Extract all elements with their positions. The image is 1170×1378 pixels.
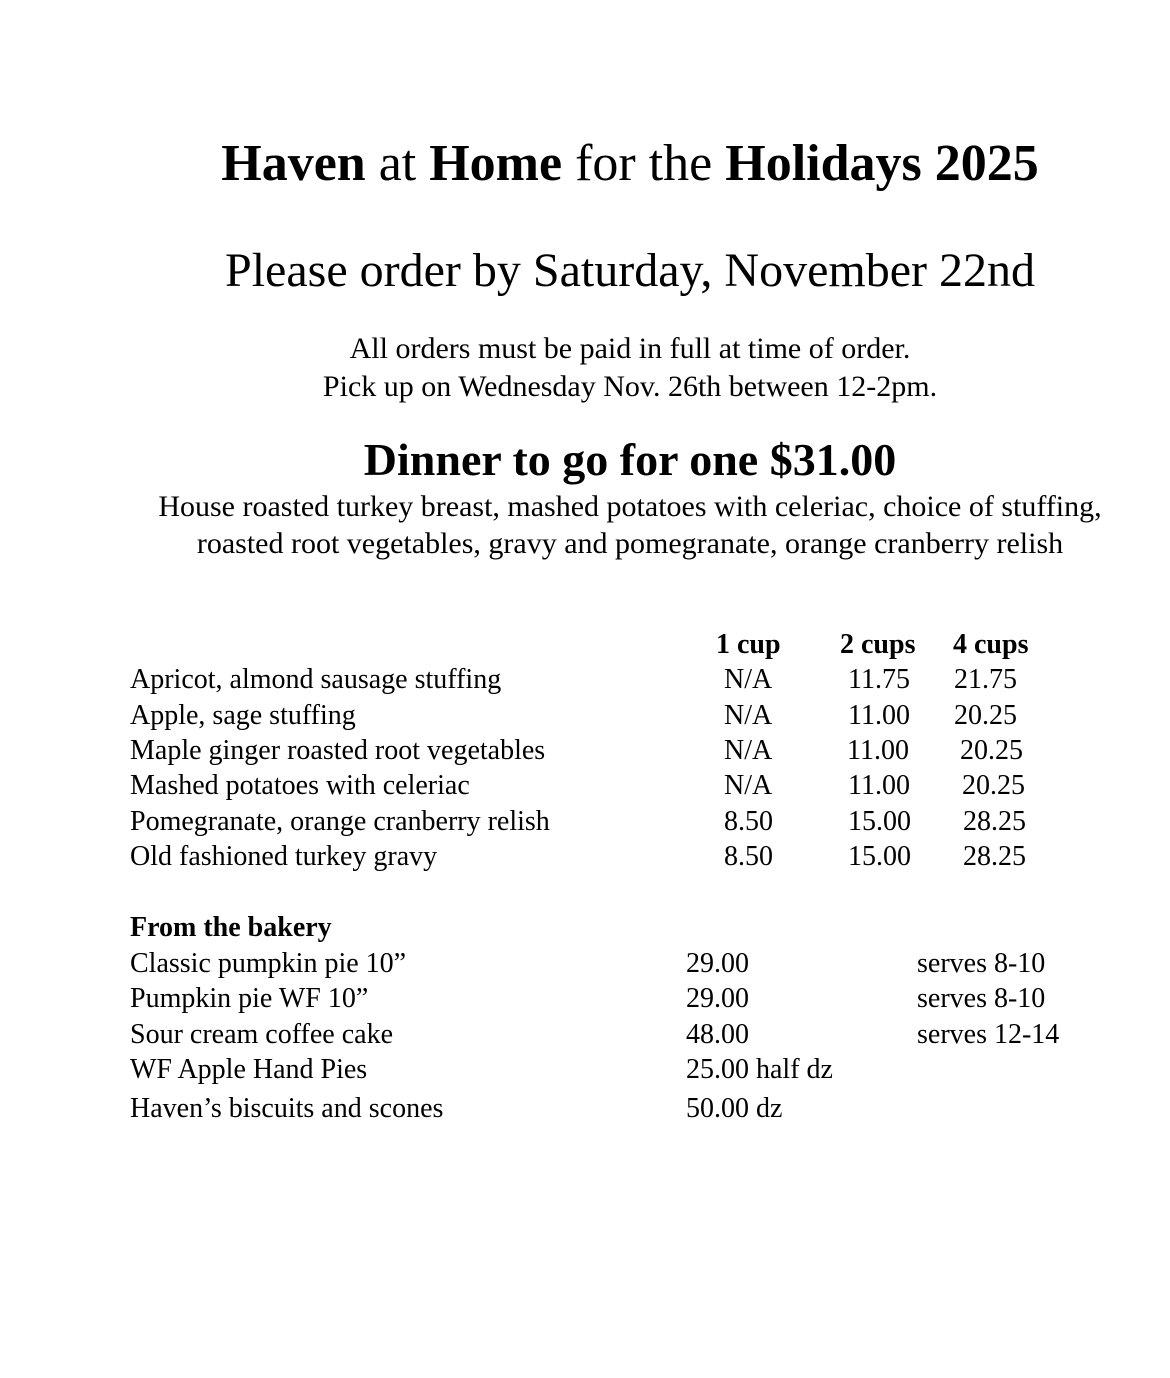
- bakery-item-name: WF Apple Hand Pies: [130, 1054, 368, 1085]
- price-2-cups: 11.00: [848, 770, 910, 801]
- side-name: Old fashioned turkey gravy: [130, 841, 438, 872]
- bakery-item-name: Classic pumpkin pie 10”: [130, 948, 407, 979]
- price-4-cups: 28.25: [963, 841, 1026, 872]
- header-1-cup: 1 cup: [716, 629, 781, 660]
- price-4-cups: 28.25: [963, 806, 1026, 837]
- bakery-item-serves: serves 8-10: [917, 948, 1046, 979]
- side-name: Pomegranate, orange cranberry relish: [130, 806, 550, 837]
- page-title: [0, 132, 1170, 196]
- price-1-cup: N/A: [724, 700, 773, 731]
- price-4-cups: 20.25: [954, 700, 1017, 731]
- dinner-title: Dinner to go for one $31.00: [363, 434, 897, 485]
- bakery-item-name: Pumpkin pie WF 10”: [130, 983, 369, 1014]
- price-2-cups: 15.00: [848, 841, 911, 872]
- price-4-cups: 20.25: [960, 735, 1023, 766]
- bakery-item-serves: serves 8-10: [917, 983, 1046, 1014]
- header-4-cups: 4 cups: [953, 629, 1029, 660]
- title-holidays: Holidays 2025: [725, 135, 1039, 192]
- bakery-item-price: 29.00: [686, 948, 749, 979]
- dinner-description: House roasted turkey breast, mashed potatoes with celeriac, choice of stuffing, roasted root vegetables, gravy and pomegranate, orange cranberry relish: [158, 490, 1102, 560]
- bakery-item-serves: serves 12-14: [917, 1019, 1060, 1050]
- bakery-item-price: 48.00: [686, 1019, 749, 1050]
- bakery-item-price: 29.00: [686, 983, 749, 1014]
- price-1-cup: 8.50: [724, 806, 773, 837]
- price-2-cups: 11.00: [848, 700, 910, 731]
- side-name: Maple ginger roasted root vegetables: [130, 735, 546, 766]
- payment-note: All orders must be paid in full at time of order.: [349, 332, 911, 365]
- side-name: Apricot, almond sausage stuffing: [130, 664, 502, 695]
- title-home: Home: [429, 135, 563, 192]
- title-at: at: [365, 135, 430, 192]
- price-4-cups: 20.25: [962, 770, 1025, 801]
- price-1-cup: N/A: [724, 735, 773, 766]
- side-name: Mashed potatoes with celeriac: [130, 770, 470, 801]
- bakery-heading: From the bakery: [130, 912, 332, 943]
- bakery-item-name: Haven’s biscuits and scones: [130, 1093, 444, 1124]
- price-2-cups: 11.00: [847, 735, 909, 766]
- price-1-cup: 8.50: [724, 841, 773, 872]
- title-for-the: for the: [562, 135, 726, 192]
- header-2-cups: 2 cups: [840, 629, 916, 660]
- pickup-note: Pick up on Wednesday Nov. 26th between 12-2pm.: [322, 370, 938, 403]
- price-1-cup: N/A: [724, 664, 773, 695]
- side-name: Apple, sage stuffing: [130, 700, 356, 731]
- order-deadline: Please order by Saturday, November 22nd: [225, 244, 1035, 297]
- bakery-item-price: 25.00 half dz: [686, 1054, 833, 1085]
- bakery-item-name: Sour cream coffee cake: [130, 1019, 393, 1050]
- price-2-cups: 11.75: [848, 664, 910, 695]
- title-haven: Haven: [221, 135, 366, 192]
- bakery-item-price: 50.00 dz: [686, 1093, 783, 1124]
- price-1-cup: N/A: [724, 770, 773, 801]
- price-4-cups: 21.75: [954, 664, 1017, 695]
- price-2-cups: 15.00: [848, 806, 911, 837]
